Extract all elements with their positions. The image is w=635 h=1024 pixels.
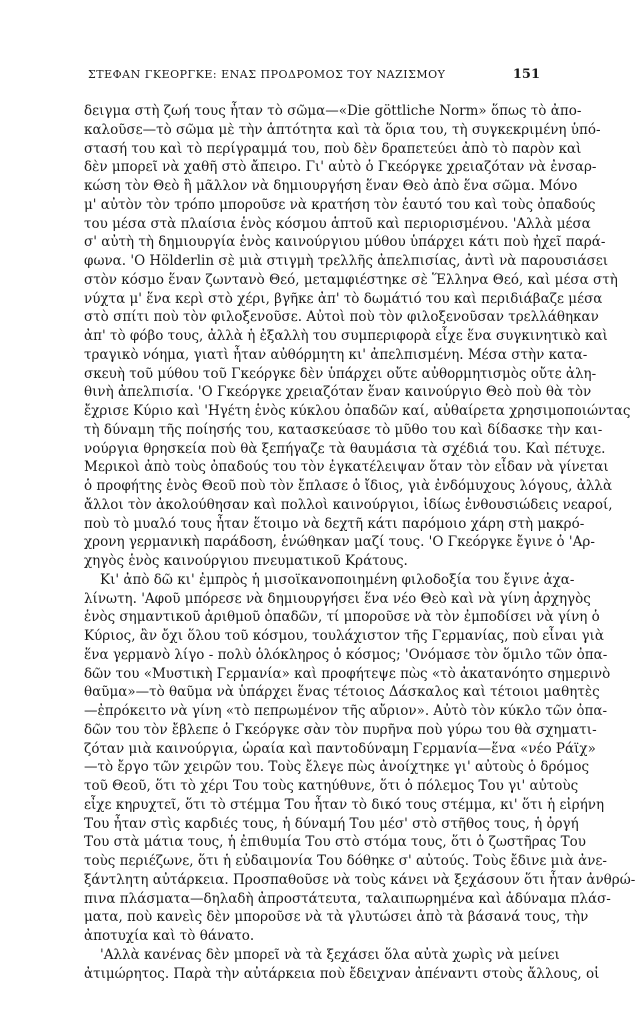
text-line: ποὺ τὸ μυαλό τους ἦταν ἕτοιμο νὰ δεχτῆ κάτι παρόμοιο χάρη στὴ μακρό- [84,515,585,532]
text-line: ξάντλητη αὐτάρκεια. Προσπαθοῦσε νὰ τοὺς κάνει νὰ ξεχάσουν ὅτι ἦταν ἀνθρώ- [84,871,635,888]
page-number: 151 [512,67,540,82]
text-line: τοὺς περιέζωνε, ὅτι ἡ εὐδαιμονία Του δόθηκε σ' αὐτούς. Τοὺς ἔδινε μιὰ ἀνε- [84,853,607,869]
text-line: στὸ σπίτι ποὺ τὸν φιλοξενοῦσε. Αὐτοὶ ποὺ τὸν φιλοξενοῦσαν τρελλάθηκαν [84,309,599,326]
text-line: ἀπ' τὸ φόβο τους, ἀλλὰ ἡ ἐξαλλὴ του συμπεριφορὰ εἶχε ἕνα συγκινητικὸ καὶ [84,328,608,344]
text-line: φωνα. 'Ο Hölderlin σὲ μιὰ στιγμὴ τρελλῆς ἀπελπισίας, ἀντὶ νὰ παρουσιάσει [84,253,609,269]
text-line: δειγμα στὴ ζωή τους ἦταν τὸ σῶμα—«Die göttliche Norm» ὅπως τὸ ἀπο- [84,103,582,119]
text-line: εἶχε κηρυχτεῖ, ὅτι τὸ στέμμα Του ἦταν τὸ δικό τους στέμμα, κι' ὅτι ἡ εἰρήνη [84,796,605,813]
text-line: δῶν του τὸν ἔβλεπε ὁ Γκεόργκε σὰν τὸν πυρῆνα ποὺ γύρω του θὰ σχηματι- [84,721,597,738]
text-line: κώση τὸν Θεὸ ἢ μᾶλλον νὰ δημιουργήση ἕναν Θεὸ ἀπὸ ἕνα σῶμα. Μόνο [84,178,578,194]
text-line: ματα, ποὺ κανεὶς δὲν μποροῦσε νὰ τὰ γλυτώσει ἀπὸ τὰ βάσανά τους, τὴν [84,909,589,926]
body-text [84,102,635,983]
running-header [88,68,540,88]
text-line: Του ἦταν στὶς καρδιές τους, ἡ δύναμή Του μέσ' στὸ στῆθος τους, ἡ ὀργή [84,815,579,832]
text-line: Μερικοὶ ἀπὸ τοὺς ὀπαδούς του τὸν ἐγκατέλειψαν ὅταν τὸν εἶδαν νὰ γίνεται [84,459,609,476]
text-line: ἀτιμώρητος. Παρὰ τὴν αὐτάρκεια ποὺ ἔδειχναν ἀπέναντι στοὺς ἄλλους, οἱ [84,965,600,982]
text-line: Του στὰ μάτια τους, ἡ ἐπιθυμία Του στὸ στόμα τους, ὅτι ὁ ζωστῆρας Του [84,834,586,851]
text-line: δὲν μπορεῖ νὰ χαθῆ στὸ ἄπειρο. Γι' αὐτὸ ὁ Γκεόργκε χρειαζόταν νὰ ἐνσαρ- [84,159,597,176]
text-line: σκευὴ τοῦ μύθου τοῦ Γκεόργκε δὲν ὑπάρχει οὔτε αὐθορμητισμὸς οὔτε ἀλη- [84,365,597,382]
text-line: θαῦμα»—τὸ θαῦμα νὰ ὑπάρχει ἕνας τέτοιος Δάσκαλος καὶ τέτοιοι μαθητὲς [84,684,600,701]
text-line: ἀποτυχία καὶ τὸ θάνατο. [84,928,255,944]
text-line: στὸν κόσμο ἕναν ζωντανὸ Θεό, μεταμφιέστηκε σὲ Ἕλληνα Θεό, καὶ μέσα στὴ [84,271,618,288]
text-line: ἄλλοι τὸν ἀκολούθησαν καὶ πολλοὶ καινούργιοι, ἰδίως ἐνθουσιώδεις νεαροί, [84,496,613,513]
text-line: ἕνα γερμανὸ λίγο - πολὺ ὁλόκληρος ὁ κόσμος; 'Ονόμασε τὸν ὅμιλο τῶν ὀπα- [84,646,608,663]
text-line: τὴ δύναμη τῆς ποίησής του, κατασκεύασε τὸ μῦθο του καὶ δίδασκε τὴν και- [84,421,603,438]
text-line: —τὸ ἔργο τῶν χειρῶν του. Τοὺς ἔλεγε πὼς ἀνοίχτηκε γι' αὐτοὺς ὁ δρόμος [84,759,590,776]
text-line: χηγὸς ἑνὸς καινούργιου πνευματικοῦ Κράτους. [84,553,408,569]
text-line: Κι' ἀπὸ δῶ κι' ἐμπρὸς ἡ μισοϊκανοποιημένη φιλοδοξία του ἔγινε ἀχα- [100,571,575,588]
text-line: σ' αὐτὴ τὴ δημιουργία ἑνὸς καινούργιου μύθου ὑπάρχει κάτι ποὺ ἠχεῖ παρά- [84,234,606,251]
running-title: ΣΤΕΦΑΝ ΓΚΕΟΡΓΚΕ: ΕΝΑΣ ΠΡΟΔΡΟΜΟΣ ΤΟΥ ΝΑΖΙΣΜΟΥ [88,68,446,81]
text-line: θινὴ ἀπελπισία. 'Ο Γκεόργκε χρειαζόταν ἕναν καινούργιο Θεὸ ποὺ θὰ τὸν [84,384,592,401]
text-line: ζόταν μιὰ καινούργια, ὡραία καὶ παντοδύναμη Γερμανία—ἕνα «νέο Ράϊχ» [84,740,596,757]
text-line: στασή του καὶ τὸ περίγραμμά του, ποὺ δὲν δραπετεύει ἀπὸ τὸ παρὸν καὶ [84,140,582,157]
text-line: μ' αὐτὸν τὸν τρόπο μποροῦσε νὰ κρατήση τὸν ἑαυτό του καὶ τοὺς ὀπαδούς [84,196,596,213]
text-line: ὁ προφήτης ἑνὸς Θεοῦ ποὺ τὸν ἔπλασε ὁ ἴδιος, γιὰ ἐνδόμυχους λόγους, ἀλλὰ [84,478,613,494]
text-line: τραγικὸ νόημα, γιατὶ ἦταν αὐθόρμητη κι' ἀπελπισμένη. Μέσα στὴν κατα- [84,346,588,363]
text-line: καλοῦσε—τὸ σῶμα μὲ τὴν ἁπτότητα καὶ τὰ ὅρια του, τὴ συγκεκριμένη ὑπό- [84,121,601,138]
text-line: Κύριος, ἂν ὄχι ὅλου τοῦ κόσμου, τουλάχιστον τῆς Γερμανίας, ποὺ εἶναι γιὰ [84,628,604,644]
text-line: ἔχρισε Κύριο καὶ 'Ηγέτη ἑνὸς κύκλου ὀπαδῶν καί, αὐθαίρετα χρησιμοποιώντας [84,403,631,419]
text-line: τοῦ Θεοῦ, ὅτι τὸ χέρι Του τοὺς κατηύθυνε, ὅτι ὁ πόλεμος Του γι' αὐτοὺς [84,778,579,794]
text-line: δῶν του «Μυστικὴ Γερμανία» καὶ προφήτεψε πὼς «τὸ ἀκατανόητο σημερινὸ [84,665,611,682]
text-line: χρονη γερμανικὴ παράδοση, ἑνώθηκαν μαζί τους. 'Ο Γκεόργκε ἔγινε ὁ 'Αρ- [84,534,595,551]
text-line: νούργια θρησκεία ποὺ θὰ ξεπήγαζε τὰ θαυμάσια τὰ σχέδιά του. Καὶ πέτυχε. [84,440,606,457]
text-line: ἑνὸς σημαντικοῦ ἀριθμοῦ ὀπαδῶν, τί μποροῦσε νὰ τὸν ἐμποδίσει νὰ γίνη ὁ [84,609,600,626]
text-line: νύχτα μ' ἕνα κερὶ στὸ χέρι, βγῆκε ἀπ' τὸ δωμάτιό του καὶ περιδιάβαζε μέσα [84,290,603,307]
text-line: λίνωτη. 'Αφοῦ μπόρεσε νὰ δημιουργήσει ἕνα νέο Θεὸ καὶ νὰ γίνη ἀρχηγὸς [84,590,591,607]
text-line: πινα πλάσματα—δηλαδὴ ἀπροστάτευτα, ταλαιπωρημένα καὶ ἀδύναμα πλάσ- [84,890,611,907]
text-line: 'Αλλὰ κανένας δὲν μπορεῖ νὰ τὰ ξεχάσει ὅλα αὐτὰ χωρὶς νὰ μείνει [100,946,560,963]
text-line: του μέσα στὰ πλαίσια ἑνὸς κόσμου ἁπτοῦ καὶ περιορισμένου. 'Αλλὰ μέσα [84,215,591,232]
text-line: —ἐπρόκειτο νὰ γίνη «τὸ πεπρωμένον τῆς αὔριον». Αὐτὸ τὸν κύκλο τῶν ὀπα- [84,703,608,719]
